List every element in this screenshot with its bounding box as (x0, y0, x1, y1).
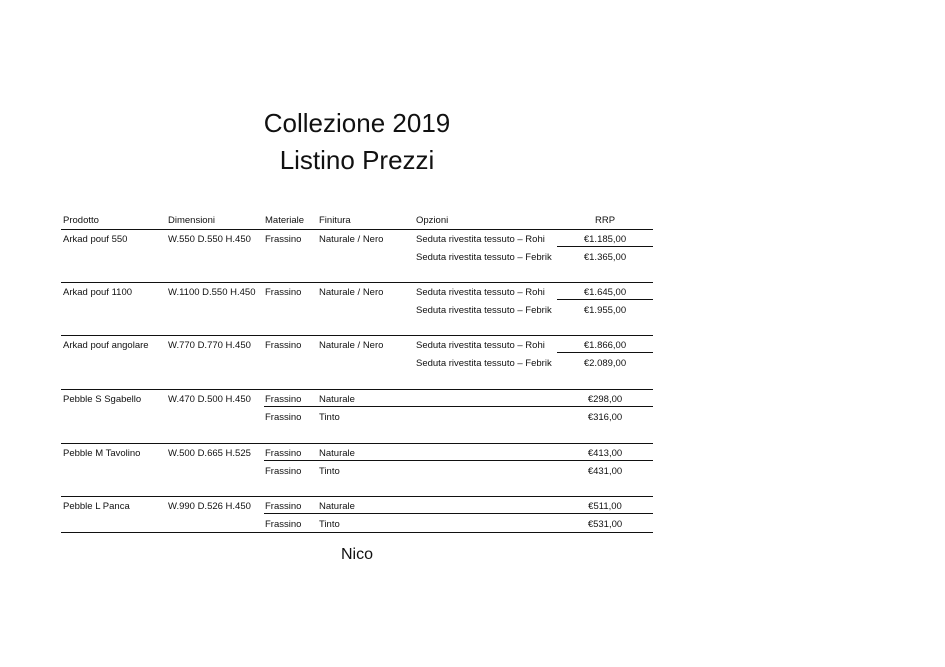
product-name: Pebble S Sgabello (63, 394, 142, 405)
footer-text: Nico (340, 546, 373, 563)
col-header-materiale: Materiale (265, 215, 305, 226)
product-name: Arkad pouf angolare (63, 340, 149, 351)
row-divider (557, 246, 653, 247)
col-header-opzioni: Opzioni (416, 215, 449, 226)
variant-price: €531,00 (587, 519, 623, 530)
table-body (61, 230, 653, 533)
variant-price: €316,00 (587, 412, 623, 423)
variant-price: €1.645,00 (583, 287, 627, 298)
row-divider (264, 513, 653, 514)
product-material: Frassino (265, 340, 302, 351)
variant-option: Seduta rivestita tessuto – Febrik (416, 252, 552, 263)
product-material: Frassino (265, 287, 302, 298)
variant-price: €413,00 (587, 448, 623, 459)
product-name: Pebble M Tavolino (63, 448, 141, 459)
variant-option: Seduta rivestita tessuto – Rohi (416, 234, 545, 245)
variant-price: €2.089,00 (583, 358, 627, 369)
variant-option: Seduta rivestita tessuto – Febrik (416, 358, 552, 369)
page-title: Collezione 2019 (263, 108, 451, 138)
product-finish: Naturale / Nero (319, 234, 384, 245)
product-dimensions: W.990 D.526 H.450 (168, 501, 251, 512)
variant-price: €298,00 (587, 394, 623, 405)
variant-price: €1.955,00 (583, 305, 627, 316)
variant-finish: Tinto (319, 466, 340, 477)
col-header-rrp: RRP (594, 215, 616, 226)
variant-price: €1.866,00 (583, 340, 627, 351)
row-divider (264, 406, 653, 407)
page-subtitle: Listino Prezzi (279, 145, 435, 175)
variant-material: Frassino (265, 394, 302, 405)
variant-finish: Naturale (319, 394, 355, 405)
variant-option: Seduta rivestita tessuto – Febrik (416, 305, 552, 316)
product-group (61, 230, 653, 283)
product-group (61, 444, 653, 497)
row-divider (557, 299, 653, 300)
product-group (61, 336, 653, 390)
product-name: Pebble L Panca (63, 501, 130, 512)
variant-finish: Naturale (319, 448, 355, 459)
variant-option: Seduta rivestita tessuto – Rohi (416, 340, 545, 351)
table-header (61, 212, 653, 230)
product-name: Arkad pouf 1100 (63, 287, 133, 298)
col-header-dimensioni: Dimensioni (168, 215, 215, 226)
product-dimensions: W.500 D.665 H.525 (168, 448, 251, 459)
product-group (61, 390, 653, 444)
col-header-prodotto: Prodotto (63, 215, 99, 226)
price-table (61, 212, 653, 533)
variant-price: €1.185,00 (583, 234, 627, 245)
variant-finish: Tinto (319, 412, 340, 423)
product-dimensions: W.770 D.770 H.450 (168, 340, 251, 351)
variant-material: Frassino (265, 466, 302, 477)
variant-price: €431,00 (587, 466, 623, 477)
col-header-finitura: Finitura (319, 215, 351, 226)
variant-option: Seduta rivestita tessuto – Rohi (416, 287, 545, 298)
product-dimensions: W.470 D.500 H.450 (168, 394, 251, 405)
row-divider (557, 352, 653, 353)
variant-material: Frassino (265, 412, 302, 423)
variant-price: €511,00 (588, 501, 622, 512)
variant-finish: Tinto (319, 519, 340, 530)
product-group (61, 497, 653, 533)
product-finish: Naturale / Nero (319, 287, 384, 298)
variant-material: Frassino (265, 448, 302, 459)
product-material: Frassino (265, 234, 302, 245)
variant-price: €1.365,00 (583, 252, 627, 263)
variant-finish: Naturale (319, 501, 355, 512)
variant-material: Frassino (265, 501, 302, 512)
product-group (61, 283, 653, 336)
product-finish: Naturale / Nero (319, 340, 384, 351)
product-dimensions: W.550 D.550 H.450 (168, 234, 251, 245)
product-name: Arkad pouf 550 (63, 234, 128, 245)
product-dimensions: W.1100 D.550 H.450 (168, 287, 256, 298)
variant-material: Frassino (265, 519, 302, 530)
row-divider (264, 460, 653, 461)
